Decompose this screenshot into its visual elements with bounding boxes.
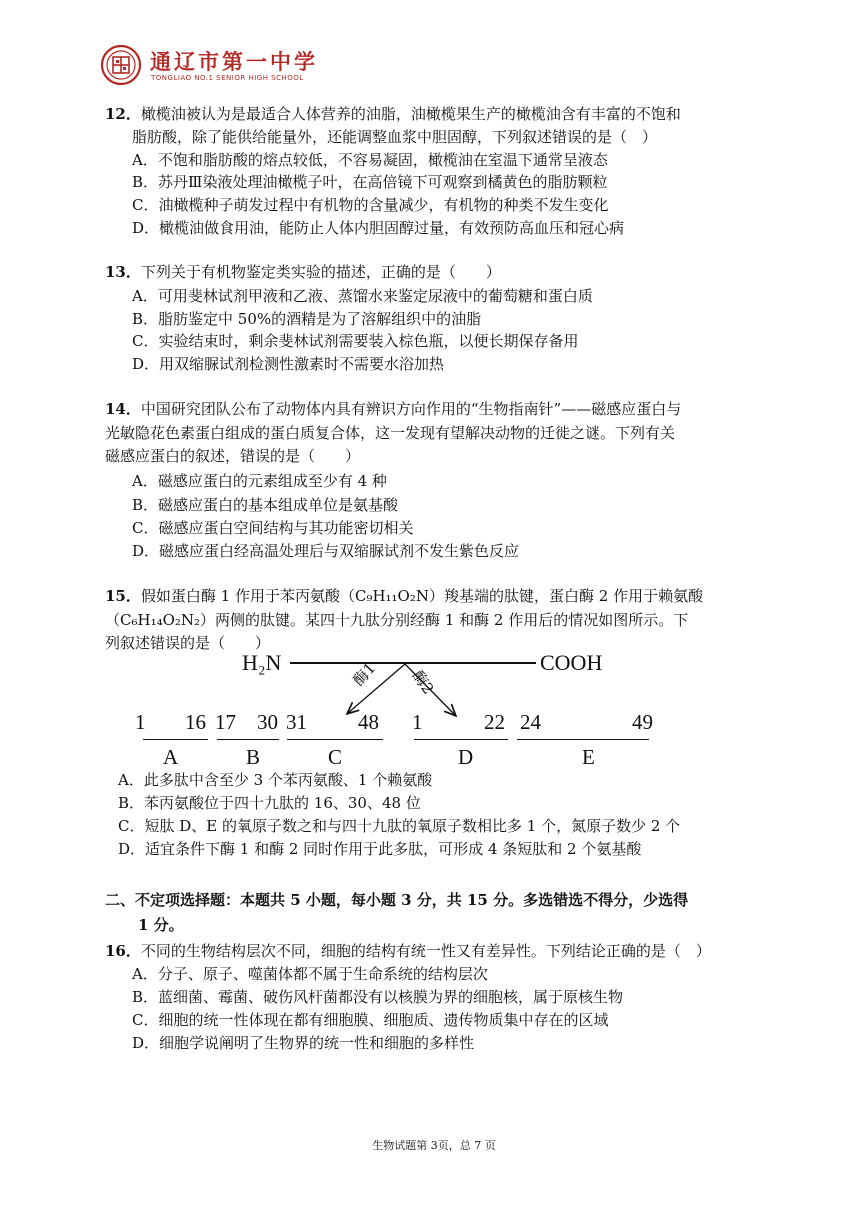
- segment-b-line: [217, 739, 279, 740]
- segment-a-line: [143, 739, 208, 740]
- q13-stem: 13．下列关于有机物鉴定类实验的描述，正确的是（ ）: [105, 263, 501, 281]
- segment-e-end: 49: [632, 710, 653, 734]
- q16-stem: 16．不同的生物结构层次不同，细胞的结构有统一性又有差异性。下列结论正确的是（ ）: [105, 942, 711, 960]
- q16-option-a: A．分子、原子、噬菌体都不属于生命系统的结构层次: [132, 965, 488, 983]
- q12-option-d: D．橄榄油做食用油，能防止人体内胆固醇过量，有效预防高血压和冠心病: [132, 219, 625, 237]
- q12-option-c: C．油橄榄种子萌发过程中有机物的含量减少，有机物的种类不发生变化: [132, 196, 609, 214]
- q15-option-b: B．苯丙氨酸位于四十九肽的 16、30、48 位: [118, 794, 421, 812]
- q15-number: 15．: [105, 587, 141, 605]
- q14-stem-line3: 磁感应蛋白的叙述，错误的是（ ）: [105, 447, 361, 465]
- segment-d-start: 1: [412, 710, 423, 734]
- q13-number: 13．: [105, 263, 141, 281]
- segment-b-end: 30: [257, 710, 278, 734]
- segment-c-line: [287, 739, 383, 740]
- q14-option-c: C．磁感应蛋白空间结构与其功能密切相关: [132, 519, 414, 537]
- q14-number: 14．: [105, 400, 141, 418]
- segment-a-start: 1: [135, 710, 146, 734]
- segment-d-line: [414, 739, 508, 740]
- segment-d-label: D: [458, 745, 474, 769]
- q12-option-b: B．苏丹Ⅲ染液处理油橄榄子叶，在高倍镜下可观察到橘黄色的脂肪颗粒: [132, 173, 608, 191]
- q12-number: 12．: [105, 105, 141, 123]
- q15-option-c: C．短肽 D、E 的氧原子数之和与四十九肽的氧原子数相比多 1 个，氮原子数少 2 个: [118, 817, 681, 835]
- segment-b-label: B: [246, 745, 261, 769]
- q13-option-c: C．实验结束时，剩余斐林试剂需要装入棕色瓶，以便长期保存备用: [132, 332, 579, 350]
- school-name-en: TONGLIAO NO.1 SENIOR HIGH SCHOOL: [151, 74, 304, 82]
- q13-option-a: A．可用斐林试剂甲液和乙液、蒸馏水来鉴定尿液中的葡萄糖和蛋白质: [132, 287, 593, 305]
- page-footer: 生物试题第 3页，总 7 页: [372, 1139, 496, 1152]
- section2-title-line1: 二、不定项选择题：本题共 5 小题，每小题 3 分，共 15 分。多选错选不得分，少选得: [105, 891, 689, 909]
- enzyme2-label: 酶2: [408, 667, 438, 698]
- q14-stem-line2: 光敏隐花色素蛋白组成的蛋白质复合体，这一发现有望解决动物的迁徙之谜。下列有关: [105, 424, 676, 442]
- segment-a-label: A: [163, 745, 179, 769]
- n-terminus-label: H₂N: [242, 650, 282, 675]
- c-terminus-label: COOH: [540, 650, 603, 675]
- q14-option-b: B．磁感应蛋白的基本组成单位是氨基酸: [132, 496, 399, 514]
- q15-stem-line2: （C₆H₁₄O₂N₂）两侧的肽键。某四十九肽分别经酶 1 和酶 2 作用后的情况如图所示。下: [105, 611, 689, 629]
- segment-e-start: 24: [520, 710, 541, 734]
- q15-stem-line1: 15．假如蛋白酶 1 作用于苯丙氨酸（C₉H₁₁O₂N）羧基端的肽键，蛋白酶 2 作用于赖氨酸: [105, 587, 704, 605]
- q14-option-a: A．磁感应蛋白的元素组成至少有 4 种: [132, 472, 387, 490]
- segment-c-end: 48: [358, 710, 379, 734]
- q16-option-b: B．蓝细菌、霉菌、破伤风杆菌都没有以核膜为界的细胞核，属于原核生物: [132, 988, 624, 1006]
- q13-option-d: D．用双缩脲试剂检测性激素时不需要水浴加热: [132, 355, 445, 373]
- q14-option-d: D．磁感应蛋白经高温处理后与双缩脲试剂不发生紫色反应: [132, 542, 520, 560]
- segment-e-line: [517, 739, 649, 740]
- q15-stem-line3: 列叙述错误的是（ ）: [105, 634, 271, 652]
- q15-option-a: A．此多肽中含至少 3 个苯丙氨酸、1 个赖氨酸: [118, 771, 433, 789]
- q16-number: 16．: [105, 942, 141, 960]
- q14-stem-line1: 14．中国研究团队公布了动物体内具有辨识方向作用的“生物指南针”——磁感应蛋白与: [105, 400, 682, 418]
- segment-d-end: 22: [484, 710, 505, 734]
- school-name: 通辽市第一中学: [150, 50, 318, 74]
- segment-c-start: 31: [286, 710, 307, 734]
- section2-title-line2: 1 分。: [138, 916, 184, 934]
- q16-option-d: D．细胞学说阐明了生物界的统一性和细胞的多样性: [132, 1034, 475, 1052]
- enzyme1-label: 酶1: [349, 659, 380, 690]
- q15-option-d: D．适宜条件下酶 1 和酶 2 同时作用于此多肽，可形成 4 条短肽和 2 个氨基酸: [118, 840, 642, 858]
- q16-option-c: C．细胞的统一性体现在都有细胞膜、细胞质、遗传物质集中存在的区域: [132, 1011, 609, 1029]
- q12-stem-line2: 脂肪酸，除了能供给能量外，还能调整血浆中胆固醇，下列叙述错误的是（ ）: [132, 128, 658, 146]
- segment-c-label: C: [328, 745, 343, 769]
- q13-option-b: B．脂肪鉴定中 50%的酒精是为了溶解组织中的油脂: [132, 310, 482, 328]
- q12-stem-line1: 12．橄榄油被认为是最适合人体营养的油脂，油橄榄果生产的橄榄油含有丰富的不饱和: [105, 105, 681, 123]
- q12-option-a: A．不饱和脂肪酸的熔点较低，不容易凝固，橄榄油在室温下通常呈液态: [132, 151, 608, 169]
- segment-b-start: 17: [215, 710, 236, 734]
- segment-a-end: 16: [185, 710, 206, 734]
- segment-e-label: E: [582, 745, 595, 769]
